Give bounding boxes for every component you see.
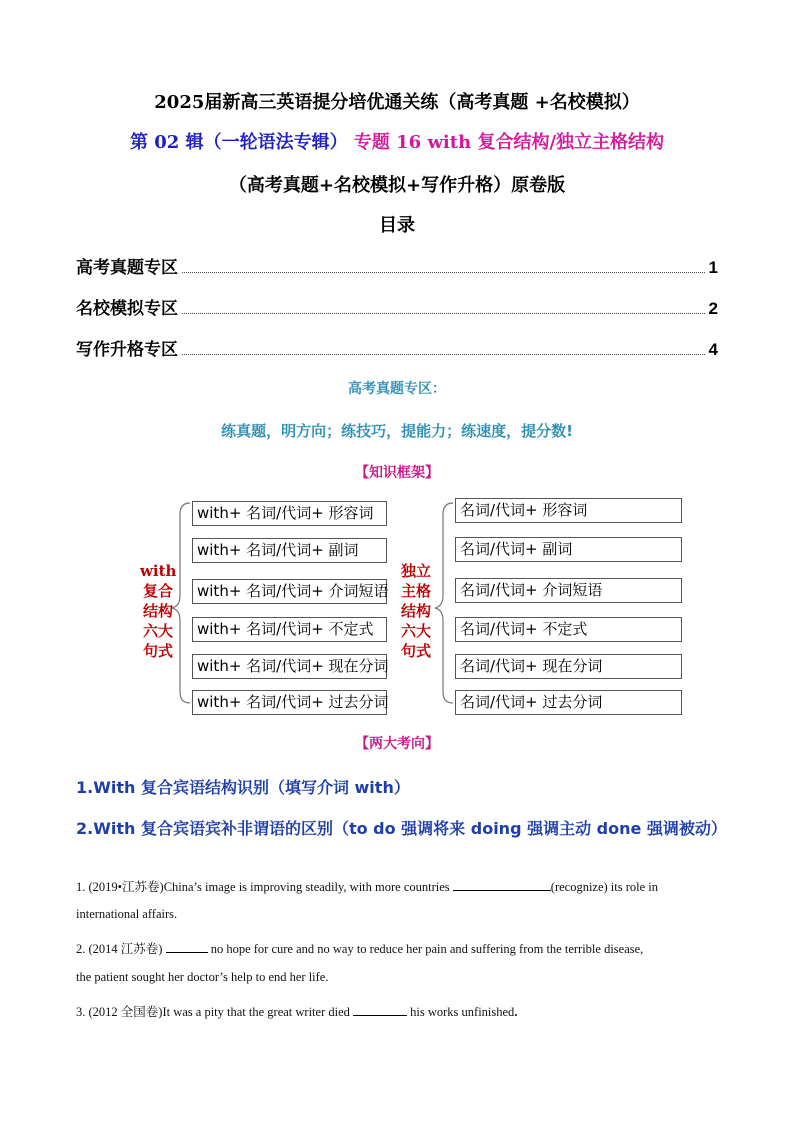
question-text: (recognize) its role in bbox=[550, 880, 659, 894]
with-pattern-box: with+ 名词/代词+ 形容词 bbox=[192, 501, 387, 526]
with-pattern-box: with+ 名词/代词+ 过去分词 bbox=[192, 690, 387, 715]
edition-label: （高考真题+名校模拟+写作升格）原卷版 bbox=[228, 175, 566, 196]
absolute-pattern-box: 名词/代词+ 不定式 bbox=[455, 617, 682, 642]
absolute-pattern-box: 名词/代词+ 过去分词 bbox=[455, 690, 682, 715]
framework-heading: 【知识框架】 bbox=[355, 465, 439, 481]
toc-entry-page: 4 bbox=[708, 340, 718, 359]
direction-item: 1.With 复合宾语结构识别（填写介词 with） bbox=[76, 778, 410, 797]
section-slogan: 练真题，明方向；练技巧，提能力；练速度，提分数! bbox=[221, 422, 573, 440]
toc-entry-label: 名校模拟专区 bbox=[76, 299, 178, 319]
question-text: 2. (2014 江苏卷) bbox=[76, 942, 163, 956]
label-line: with bbox=[140, 562, 177, 580]
question-2-continued: the patient sought her doctor’s help to end her life. bbox=[76, 970, 329, 984]
with-pattern-box: with+ 名词/代词+ 不定式 bbox=[192, 617, 387, 642]
with-pattern-box: with+ 名词/代词+ 副词 bbox=[192, 538, 387, 563]
question-period: . bbox=[514, 1005, 518, 1019]
with-pattern-box: with+ 名词/代词+ 现在分词 bbox=[192, 654, 387, 679]
question-1-continued: international affairs. bbox=[76, 907, 178, 921]
absolute-pattern-box: 名词/代词+ 形容词 bbox=[455, 498, 682, 523]
series-label: 第 02 辑（一轮语法专辑） bbox=[129, 132, 348, 153]
label-line: 句式 bbox=[400, 642, 431, 660]
question-3 bbox=[76, 1002, 726, 1020]
document-title: 2025届新高三英语提分培优通关练（高考真题 +名校模拟） bbox=[154, 92, 640, 113]
label-line: 句式 bbox=[142, 642, 173, 660]
answer-blank[interactable] bbox=[453, 879, 551, 891]
question-text: 3. (2012 全国卷)It was a pity that the great writer died bbox=[76, 1005, 350, 1019]
label-line: 结构 bbox=[400, 602, 431, 620]
toc-entry-page: 1 bbox=[708, 258, 718, 277]
absolute-pattern-box: 名词/代词+ 介词短语 bbox=[455, 578, 682, 603]
toc-entry-label: 高考真题专区 bbox=[76, 258, 178, 278]
label-line: 复合 bbox=[142, 582, 173, 600]
question-text: his works unfinished bbox=[410, 1005, 515, 1019]
absolute-pattern-box: 名词/代词+ 副词 bbox=[455, 537, 682, 562]
question-text: no hope for cure and no way to reduce her pain and suffering from the terrible disease, bbox=[210, 942, 644, 956]
toc-heading: 目录 bbox=[379, 215, 415, 236]
section-heading: 高考真题专区： bbox=[348, 381, 446, 397]
toc-entry-label: 写作升格专区 bbox=[76, 340, 178, 360]
label-line: 独立 bbox=[400, 562, 431, 580]
with-pattern-box: with+ 名词/代词+ 介词短语 bbox=[192, 579, 387, 604]
answer-blank[interactable] bbox=[166, 941, 208, 953]
topic-label: 专题 16 with 复合结构/独立主格结构 bbox=[353, 132, 665, 153]
absolute-pattern-box: 名词/代词+ 现在分词 bbox=[455, 654, 682, 679]
label-line: 六大 bbox=[142, 622, 173, 640]
two-directions-heading: 【两大考向】 bbox=[355, 736, 439, 752]
left-brace bbox=[172, 503, 190, 703]
answer-blank[interactable] bbox=[353, 1004, 407, 1016]
label-line: 结构 bbox=[142, 602, 173, 620]
label-line: 主格 bbox=[400, 582, 431, 600]
question-2 bbox=[76, 939, 726, 957]
label-line: 六大 bbox=[400, 622, 431, 640]
toc-entry-page: 2 bbox=[708, 299, 718, 318]
question-1 bbox=[76, 877, 726, 895]
question-text: 1. (2019•江苏卷)China’s image is improving steadily, with more countries bbox=[76, 880, 450, 894]
right-brace bbox=[435, 503, 453, 703]
direction-item: 2.With 复合宾语宾补非谓语的区别（to do 强调将来 doing 强调主动 done 强调被动） bbox=[76, 819, 727, 838]
